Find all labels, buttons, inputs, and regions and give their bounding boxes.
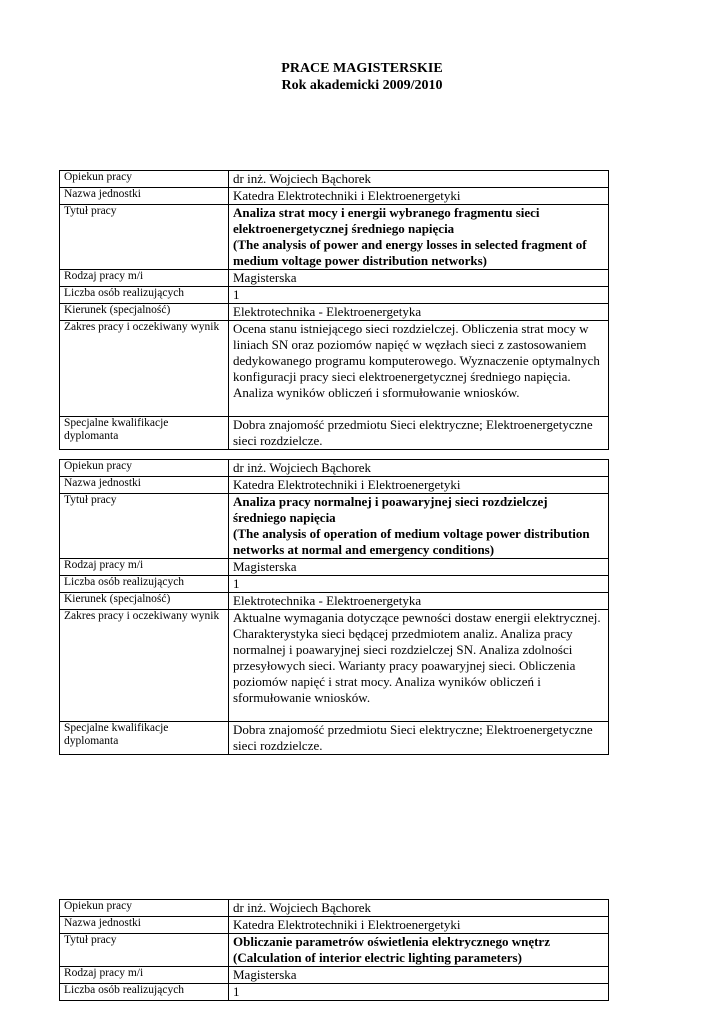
persons-label: Liczba osób realizujących: [60, 984, 229, 1001]
academic-year: Rok akademicki 2009/2010: [281, 78, 443, 93]
unit-row: [60, 917, 609, 934]
title-label: Tytuł pracy: [60, 494, 229, 559]
title-english: (The analysis of operation of medium voltage power distribution networks at normal and emergency conditions): [233, 526, 590, 557]
unit-value: Katedra Elektrotechniki i Elektroenergetyki: [229, 477, 609, 494]
supervisor-label: Opiekun pracy: [60, 171, 229, 188]
title-value: [229, 934, 609, 967]
type-row: [60, 559, 609, 576]
title-polish: Obliczanie parametrów oświetlenia elektrycznego wnętrz: [233, 934, 550, 949]
title-english: (The analysis of power and energy losses in selected fragment of medium voltage power distribution networks): [233, 237, 587, 268]
scope-row: [60, 321, 609, 417]
scope-text: Aktualne wymagania dotyczące pewności dostaw energii elektrycznej. Charakterystyka sieci będącej przedmiotem analiz. Analiza pracy normalnej i poawaryjnej sieci rozdzielczej SN. Analiza zdolności przesyłowych sieci. Warianty pracy poawaryjnej sieci. Obliczenia poziomów napięć i strat mocy. Analiza wyników obliczeń i sformułowanie wniosków.: [233, 610, 601, 705]
field-value: Elektrotechnika - Elektroenergetyka: [229, 593, 609, 610]
persons-row: [60, 287, 609, 304]
thesis-table-2: [59, 459, 609, 755]
unit-value: Katedra Elektrotechniki i Elektroenergetyki: [229, 917, 609, 934]
persons-value: 1: [229, 287, 609, 304]
persons-label: Liczba osób realizujących: [60, 576, 229, 593]
supervisor-row: [60, 171, 609, 188]
document-title: PRACE MAGISTERSKIE: [281, 61, 443, 76]
qualifications-label: Specjalne kwalifikacje dyplomanta: [60, 417, 229, 450]
title-row: [60, 205, 609, 270]
field-label: Kierunek (specjalność): [60, 593, 229, 610]
scope-text: Ocena stanu istniejącego sieci rozdzielczej. Obliczenia strat mocy w liniach SN oraz poziomów napięć w węzłach sieci z zastosowaniem dedykowanego programu komputerowego. Wyznaczenie optymalnych konfiguracji pracy sieci elektroenergetycznej średniego napięcia. Analiza wyników obliczeń i sformułowanie wniosków.: [233, 321, 600, 400]
type-label: Rodzaj pracy m/i: [60, 559, 229, 576]
field-label: Kierunek (specjalność): [60, 304, 229, 321]
persons-value: 1: [229, 576, 609, 593]
field-row: [60, 304, 609, 321]
title-value: [229, 205, 609, 270]
qualifications-value: Dobra znajomość przedmiotu Sieci elektryczne; Elektroenergetyczne sieci rozdzielcze.: [229, 722, 609, 755]
unit-label: Nazwa jednostki: [60, 477, 229, 494]
unit-value: Katedra Elektrotechniki i Elektroenergetyki: [229, 188, 609, 205]
persons-value: 1: [229, 984, 609, 1001]
supervisor-value: dr inż. Wojciech Bąchorek: [229, 460, 609, 477]
supervisor-row: [60, 900, 609, 917]
qualifications-row: [60, 722, 609, 755]
document-header: [0, 60, 724, 94]
unit-row: [60, 477, 609, 494]
title-english: (Calculation of interior electric lighting parameters): [233, 950, 522, 965]
qualifications-row: [60, 417, 609, 450]
title-row: [60, 934, 609, 967]
unit-row: [60, 188, 609, 205]
type-label: Rodzaj pracy m/i: [60, 270, 229, 287]
title-row: [60, 494, 609, 559]
title-label: Tytuł pracy: [60, 205, 229, 270]
persons-row: [60, 984, 609, 1001]
unit-label: Nazwa jednostki: [60, 188, 229, 205]
title-label: Tytuł pracy: [60, 934, 229, 967]
type-value: Magisterska: [229, 559, 609, 576]
supervisor-label: Opiekun pracy: [60, 900, 229, 917]
scope-row: [60, 610, 609, 722]
qualifications-value: Dobra znajomość przedmiotu Sieci elektryczne; Elektroenergetyczne sieci rozdzielcze.: [229, 417, 609, 450]
scope-label: Zakres pracy i oczekiwany wynik: [60, 610, 229, 722]
thesis-table-1: [59, 170, 609, 450]
unit-label: Nazwa jednostki: [60, 917, 229, 934]
thesis-table-3: [59, 899, 609, 1001]
title-value: [229, 494, 609, 559]
title-polish: Analiza strat mocy i energii wybranego fragmentu sieci elektroenergetycznej średniego napięcia: [233, 205, 540, 236]
type-value: Magisterska: [229, 270, 609, 287]
scope-value: [229, 610, 609, 722]
supervisor-value: dr inż. Wojciech Bąchorek: [229, 900, 609, 917]
type-label: Rodzaj pracy m/i: [60, 967, 229, 984]
persons-row: [60, 576, 609, 593]
scope-label: Zakres pracy i oczekiwany wynik: [60, 321, 229, 417]
title-polish: Analiza pracy normalnej i poawaryjnej sieci rozdzielczej średniego napięcia: [233, 494, 548, 525]
field-value: Elektrotechnika - Elektroenergetyka: [229, 304, 609, 321]
qualifications-label: Specjalne kwalifikacje dyplomanta: [60, 722, 229, 755]
supervisor-value: dr inż. Wojciech Bąchorek: [229, 171, 609, 188]
type-value: Magisterska: [229, 967, 609, 984]
supervisor-row: [60, 460, 609, 477]
scope-value: [229, 321, 609, 417]
persons-label: Liczba osób realizujących: [60, 287, 229, 304]
field-row: [60, 593, 609, 610]
supervisor-label: Opiekun pracy: [60, 460, 229, 477]
type-row: [60, 270, 609, 287]
type-row: [60, 967, 609, 984]
